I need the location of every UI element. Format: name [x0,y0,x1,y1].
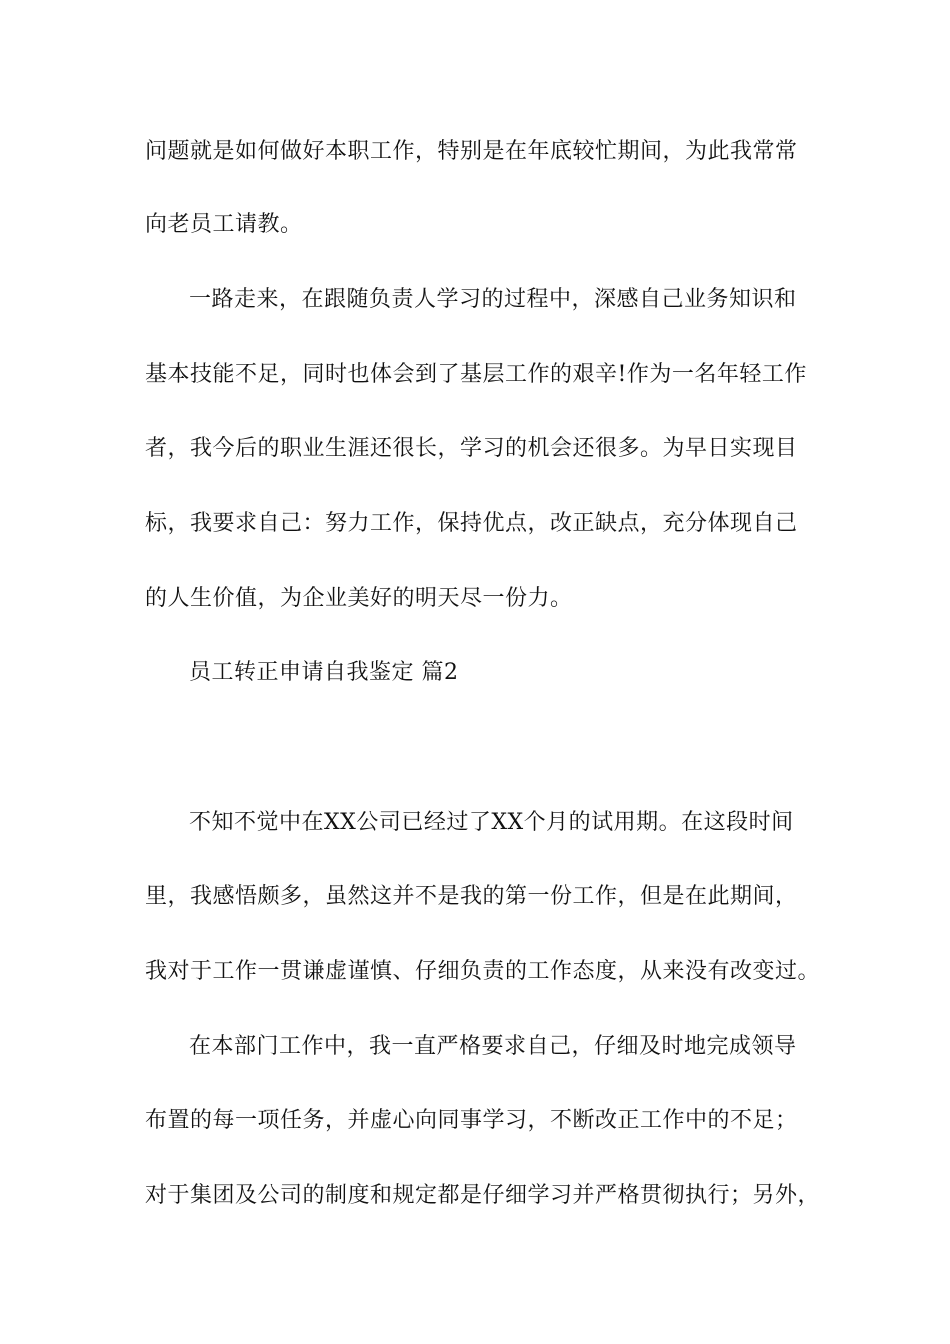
paragraph-line: 里，我感悟颇多，虽然这并不是我的第一份工作，但是在此期间， [145,884,798,909]
paragraph-line: 在本部门工作中，我一直严格要求自己，仔细及时地完成领导 [189,1034,797,1059]
paragraph-line: 对于集团及公司的制度和规定都是仔细学习并严格贯彻执行；另外， [145,1183,821,1208]
paragraph-line: 者，我今后的职业生涯还很长，学习的机会还很多。为早日实现目 [145,436,798,461]
paragraph-line: 基本技能不足，同时也体会到了基层工作的艰辛!作为一名年轻工作 [145,362,807,387]
paragraph-line: 一路走来，在跟随负责人学习的过程中，深感自己业务知识和 [189,287,797,312]
paragraph-line: 不知不觉中在XX公司已经过了XX个月的试用期。在这段时间 [189,810,794,835]
paragraph-line: 问题就是如何做好本职工作，特别是在年底较忙期间，为此我常常 [145,139,798,164]
paragraph-line: 向老员工请教。 [145,212,303,237]
paragraph-line: 布置的每一项任务，并虚心向同事学习，不断改正工作中的不足； [145,1108,798,1133]
paragraph-line: 我对于工作一贯谦虚谨慎、仔细负责的工作态度，从来没有改变过。 [145,959,821,984]
section-heading: 员工转正申请自我鉴定 篇2 [189,660,459,685]
paragraph-line: 标，我要求自己：努力工作，保持优点，改正缺点，充分体现自己 [145,511,798,536]
paragraph-line: 的人生价值，为企业美好的明天尽一份力。 [145,586,573,611]
